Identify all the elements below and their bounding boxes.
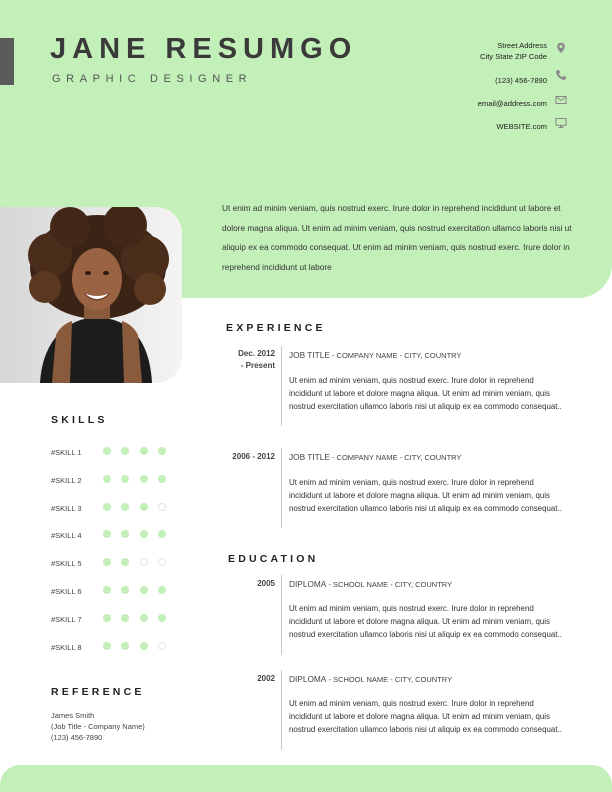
- skill-rating-dot-filled: [103, 586, 111, 594]
- skill-rating-dot-filled: [103, 475, 111, 483]
- monitor-icon: [555, 117, 567, 129]
- skill-rating-dot-filled: [140, 530, 148, 538]
- skill-rating-dot-filled: [158, 586, 166, 594]
- skill-rating-dot-filled: [140, 447, 148, 455]
- experience-date: [215, 451, 275, 463]
- company-info: - COMPANY NAME - CITY, COUNTRY: [329, 453, 462, 462]
- company-info: - COMPANY NAME - CITY, COUNTRY: [329, 351, 462, 360]
- contact-website: WEBSITE.com: [496, 122, 547, 131]
- experience-description: Ut enim ad minim veniam, quis nostrud exerc. Irure dolor in reprehend incididunt ut labore et dolore magna aliqua. Ut enim ad minim veniam, quis nostrud exercitation ullamco laboris nisi ut aliquip ex ea commodo consequat..: [289, 478, 562, 513]
- experience-heading: EXPERIENCE: [226, 322, 326, 334]
- job-title: JOB TITLE: [289, 350, 330, 360]
- degree-title: DIPLOMA: [289, 579, 327, 589]
- address-line-2: City State ZIP Code: [480, 52, 547, 61]
- skill-rating-dot-filled: [103, 614, 111, 622]
- education-heading-line: [289, 579, 452, 589]
- education-description: Ut enim ad minim veniam, quis nostrud exerc. Irure dolor in reprehend incididunt ut labore et dolore magna aliqua. Ut enim ad minim veniam, quis nostrud exercitation ullamco laboris nisi ut aliquip ex ea commodo consequat..: [289, 699, 562, 734]
- graduation-year: 2002: [257, 674, 275, 683]
- education-date: [215, 673, 275, 685]
- education-heading-line: [289, 674, 452, 684]
- skill-rating-dot-filled: [121, 475, 129, 483]
- skill-rating-dot-filled: [158, 530, 166, 538]
- skill-rating-dot-filled: [140, 475, 148, 483]
- contact-email: email@address.com: [477, 99, 547, 108]
- skill-rating-dot-filled: [121, 503, 129, 511]
- skill-label: #SKILL 5: [51, 559, 82, 569]
- skill-rating-dot-filled: [121, 586, 129, 594]
- skill-rating-dot-filled: [103, 558, 111, 566]
- skill-rating-dot-filled: [140, 503, 148, 511]
- skill-rating-dot-empty: [140, 558, 148, 566]
- date-range: 2006 - 2012: [232, 452, 275, 461]
- skill-label: #SKILL 1: [51, 448, 82, 457]
- skill-rating-dot-filled: [103, 642, 111, 650]
- reference-name: James Smith: [51, 711, 95, 720]
- skill-rating-dot-filled: [121, 642, 129, 650]
- skill-rating-dot-filled: [140, 642, 148, 650]
- degree-title: DIPLOMA: [289, 674, 327, 684]
- job-title: JOB TITLE: [289, 452, 330, 462]
- skill-label: #SKILL 6: [51, 587, 82, 596]
- education-description: Ut enim ad minim veniam, quis nostrud exerc. Irure dolor in reprehend incididunt ut labore et dolore magna aliqua. Ut enim ad minim veniam, quis nostrud exercitation ullamco laboris nisi ut aliquip ex ea commodo consequat..: [289, 604, 562, 639]
- experience-date: [215, 348, 275, 372]
- location-pin-icon: [555, 42, 567, 54]
- education-date: [215, 578, 275, 590]
- skill-rating-dot-filled: [103, 447, 111, 455]
- school-info: - SCHOOL NAME - CITY, COUNTRY: [326, 675, 453, 684]
- skills-heading: SKILLS: [51, 414, 108, 426]
- skill-rating-dot-filled: [121, 614, 129, 622]
- skill-rating-dot-filled: [140, 614, 148, 622]
- skill-label: #SKILL 8: [51, 642, 82, 652]
- candidate-job-title: GRAPHIC DESIGNER: [52, 73, 253, 85]
- experience-heading-line: [289, 452, 461, 462]
- skill-rating-dot-filled: [158, 614, 166, 622]
- envelope-icon: [555, 94, 567, 106]
- profile-photo: [0, 207, 182, 383]
- skill-rating-dot-filled: [103, 503, 111, 511]
- skill-rating-dot-filled: [158, 447, 166, 455]
- skill-label: #SKILL 3: [51, 503, 82, 513]
- reference-details: [51, 710, 145, 744]
- reference-heading: REFERENCE: [51, 686, 145, 698]
- school-info: - SCHOOL NAME - CITY, COUNTRY: [326, 580, 453, 589]
- contact-phone: (123) 456-7890: [495, 76, 547, 85]
- skill-rating-dot-empty: [158, 503, 166, 511]
- timeline-divider: [281, 448, 282, 528]
- skill-rating-dot-empty: [158, 558, 166, 566]
- skill-label: #SKILL 4: [51, 531, 82, 541]
- timeline-divider: [281, 575, 282, 655]
- reference-role: (Job Title - Company Name): [51, 722, 145, 732]
- skill-rating-dot-empty: [158, 642, 166, 650]
- timeline-divider: [281, 346, 282, 426]
- date-start: Dec. 2012: [238, 349, 275, 358]
- reference-phone: (123) 456-7890: [51, 733, 103, 743]
- skill-rating-dot-filled: [121, 530, 129, 538]
- skill-rating-dot-filled: [140, 586, 148, 594]
- graduation-year: 2005: [257, 579, 275, 588]
- date-end: - Present: [240, 361, 275, 370]
- accent-bar: [0, 38, 14, 85]
- profile-summary: Ut enim ad minim veniam, quis nostrud exerc. Irure dolor in reprehend incididunt ut labore et dolore magna aliqua. Ut enim ad minim veniam, quis nostrud exercitation ullamco laboris nisi ut aliquip ex ea commodo consequat. Ut enim ad minim veniam, quis nostrud exerc. Irure dolor in reprehend incididunt ut labore: [222, 203, 572, 272]
- contact-address: [480, 40, 547, 62]
- skill-rating-dot-filled: [158, 475, 166, 483]
- candidate-name: JANE RESUMGO: [50, 33, 358, 65]
- phone-icon: [555, 69, 567, 81]
- education-heading: EDUCATION: [228, 553, 319, 565]
- experience-heading-line: [289, 350, 461, 360]
- skill-rating-dot-filled: [121, 558, 129, 566]
- skill-label: #SKILL 2: [51, 475, 82, 485]
- footer-band: [0, 765, 612, 792]
- timeline-divider: [281, 670, 282, 750]
- address-line-1: Street Address: [497, 41, 547, 50]
- skill-rating-dot-filled: [103, 530, 111, 538]
- skill-rating-dot-filled: [121, 447, 129, 455]
- experience-description: Ut enim ad minim veniam, quis nostrud exerc. Irure dolor in reprehend incididunt ut labore et dolore magna aliqua. Ut enim ad minim veniam, quis nostrud exercitation ullamco laboris nisi ut aliquip ex ea commodo consequat..: [289, 376, 562, 411]
- skill-label: #SKILL 7: [51, 614, 82, 624]
